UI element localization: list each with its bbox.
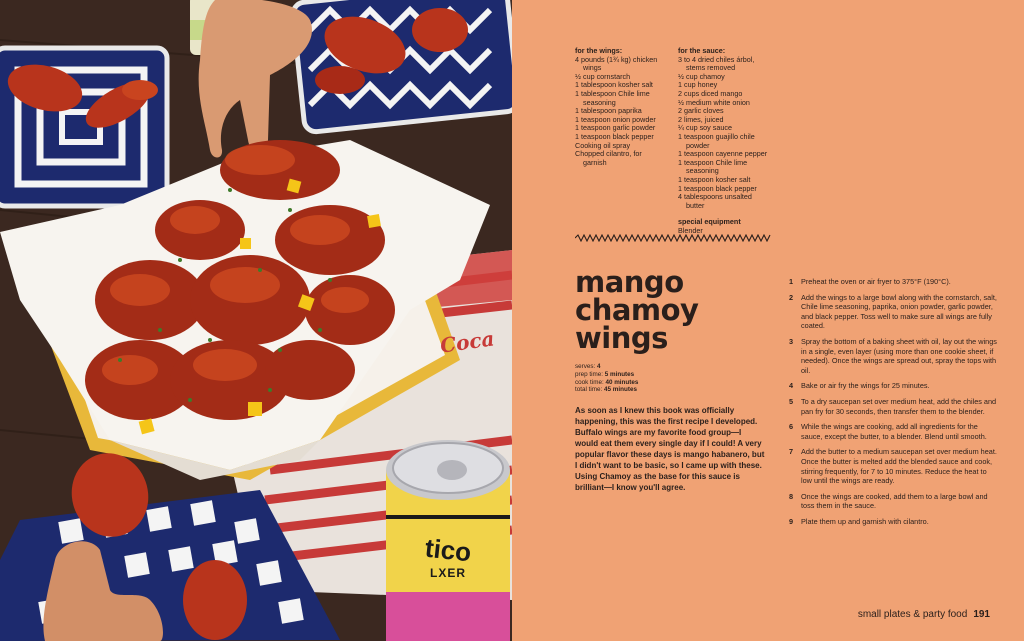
cook-label: cook time:: [575, 378, 604, 386]
method-step: [789, 337, 999, 375]
serves-label: serves:: [575, 363, 596, 370]
ingredient-line: 1 teaspoon Chile lime: [678, 157, 748, 167]
ingredient-line: ½ cup chamoy: [678, 71, 725, 81]
ingredient-line: powder: [686, 140, 710, 150]
recipe-intro: As soon as I knew this book was officially happening, this was the first recipe I developed. Buffalo wings are my favorite food group—I would eat them every single day if I could! A very popular flavor these days is mango habanero, but I didn't want to be basic, so I came up with these. Using Chamoy as the base for this sauce is brilliant—I know you'll agree.: [575, 406, 765, 492]
ingredient-line: 1 teaspoon onion powder: [575, 114, 656, 124]
page-footer: [858, 609, 990, 620]
total-value: 45 minutes: [604, 386, 637, 394]
can-brand-text: tico: [423, 532, 473, 568]
ingredient-line: 1 tablespoon kosher salt: [575, 80, 653, 90]
serves-value: 4: [597, 363, 601, 370]
step-text: Plate them up and garnish with cilantro.: [801, 516, 929, 526]
plate-top-right: [292, 0, 512, 133]
prep-value: 5 minutes: [604, 370, 635, 378]
ingredient-line: seasoning: [686, 166, 719, 176]
step-text: Add the wings to a large bowl along with the cornstarch, salt, Chile lime seasoning, paprika, onion powder, garlic powder, and black pepper. Toss well to make sure all wings are fully coated.: [801, 292, 997, 331]
ingredients-wings: [575, 47, 675, 167]
ingredient-line: 1 teaspoon kosher salt: [678, 174, 751, 184]
step-text: Once the wings are cooked, add them to a large bowl and toss them in the sauce.: [801, 491, 988, 511]
sauce-heading: for the sauce:: [678, 46, 726, 55]
step-number: 8: [789, 491, 794, 501]
ingredient-line: ¼ cup soy sauce: [678, 123, 732, 133]
ingredient-line: stems removed: [686, 63, 736, 73]
ingredient-line: 1 teaspoon cayenne pepper: [678, 149, 768, 159]
step-number: 1: [789, 277, 794, 286]
ingredient-line: Cooking oil spray: [575, 140, 631, 150]
recipe-title: [575, 265, 699, 355]
step-text: Add the butter to a medium saucepan set over medium heat. Once the butter is melted add the blended sauce and cook, stirring frequently, for 7 to 10 minutes. Reduce the heat to low until the wings are ready.: [801, 447, 997, 486]
ingredient-line: 4 tablespoons unsalted: [678, 192, 752, 202]
ingredient-line: Chopped cilantro, for: [575, 149, 642, 159]
cook-value: 40 minutes: [605, 378, 639, 386]
ingredient-line: garnish: [583, 157, 607, 167]
wings-ingredient-list: [575, 56, 675, 168]
step-number: 9: [789, 516, 794, 526]
ingredient-line: ½ cup cornstarch: [575, 71, 631, 81]
ingredient-line: 1 cup honey: [678, 80, 718, 90]
method-step: [789, 277, 999, 287]
method-step: [789, 447, 999, 485]
ingredient-line: 1 tablespoon Chile lime: [575, 88, 650, 98]
sauce-ingredient-list: [678, 56, 778, 211]
step-number: 6: [789, 422, 794, 432]
wings-heading: for the wings:: [575, 46, 623, 55]
method-step: [789, 397, 999, 416]
ingredient-line: 1 tablespoon paprika: [575, 106, 642, 116]
step-number: 3: [789, 336, 794, 346]
ingredient-line: 1 teaspoon garlic powder: [575, 123, 656, 133]
step-number: 4: [789, 381, 794, 391]
recipe-page: [512, 0, 1024, 641]
ingredient-line: 1 teaspoon guajillo chile: [678, 131, 755, 141]
ingredient-line: wings: [583, 63, 602, 73]
ingredient-line: 4 pounds (1¾ kg) chicken: [575, 54, 658, 64]
step-number: 5: [789, 396, 794, 406]
wavy-divider: [575, 234, 771, 242]
method-step: [789, 293, 999, 331]
ingredient-line: seasoning: [583, 97, 616, 107]
method-step: [789, 492, 999, 511]
recipe-meta: [575, 363, 638, 394]
ingredients-sauce: [678, 47, 778, 235]
equipment-item: Blender: [678, 225, 703, 235]
ingredient-line: 3 to 4 dried chiles árbol,: [678, 54, 755, 64]
ingredient-line: 2 limes, juiced: [678, 114, 724, 124]
title-line-1: mango: [575, 265, 684, 299]
ingredient-line: 1 teaspoon black pepper: [575, 131, 654, 141]
total-label: total time:: [575, 386, 603, 394]
can-sub-text: LXER: [430, 566, 467, 580]
step-number: 7: [789, 447, 794, 457]
method-steps: [789, 277, 999, 532]
ingredient-line: butter: [686, 200, 705, 210]
step-text: To a dry saucepan set over medium heat, add the chiles and pan fry for 30 seconds, then transfer them to the blender.: [801, 396, 997, 416]
towel-logo-text: Coca: [438, 326, 496, 358]
step-text: Bake or air fry the wings for 25 minutes.: [801, 381, 930, 391]
ingredient-line: 2 cups diced mango: [678, 88, 743, 98]
page-number: 191: [973, 609, 990, 620]
section-name: small plates & party food: [857, 609, 968, 620]
method-step: [789, 517, 999, 527]
prep-label: prep time:: [575, 370, 603, 378]
title-line-2: chamoy: [575, 293, 699, 327]
step-text: Preheat the oven or air fryer to 375°F (190°C).: [801, 277, 951, 286]
ingredient-line: 1 teaspoon black pepper: [678, 183, 757, 193]
title-line-3: wings: [575, 321, 668, 355]
method-step: [789, 422, 999, 441]
step-text: While the wings are cooking, add all ingredients for the sauce, except the butter, to a blender. Blend until smooth.: [801, 422, 987, 441]
ingredient-line: ½ medium white onion: [678, 97, 750, 107]
method-step: [789, 381, 999, 391]
step-text: Spray the bottom of a baking sheet with oil, lay out the wings in a single, even layer (using more than one cookie sheet, if needed). Once the wings are spread out, spray the tops with oil.: [801, 336, 997, 375]
step-number: 2: [789, 292, 794, 302]
ingredient-line: 2 garlic cloves: [678, 106, 724, 116]
equipment-heading: special equipment: [678, 217, 741, 227]
